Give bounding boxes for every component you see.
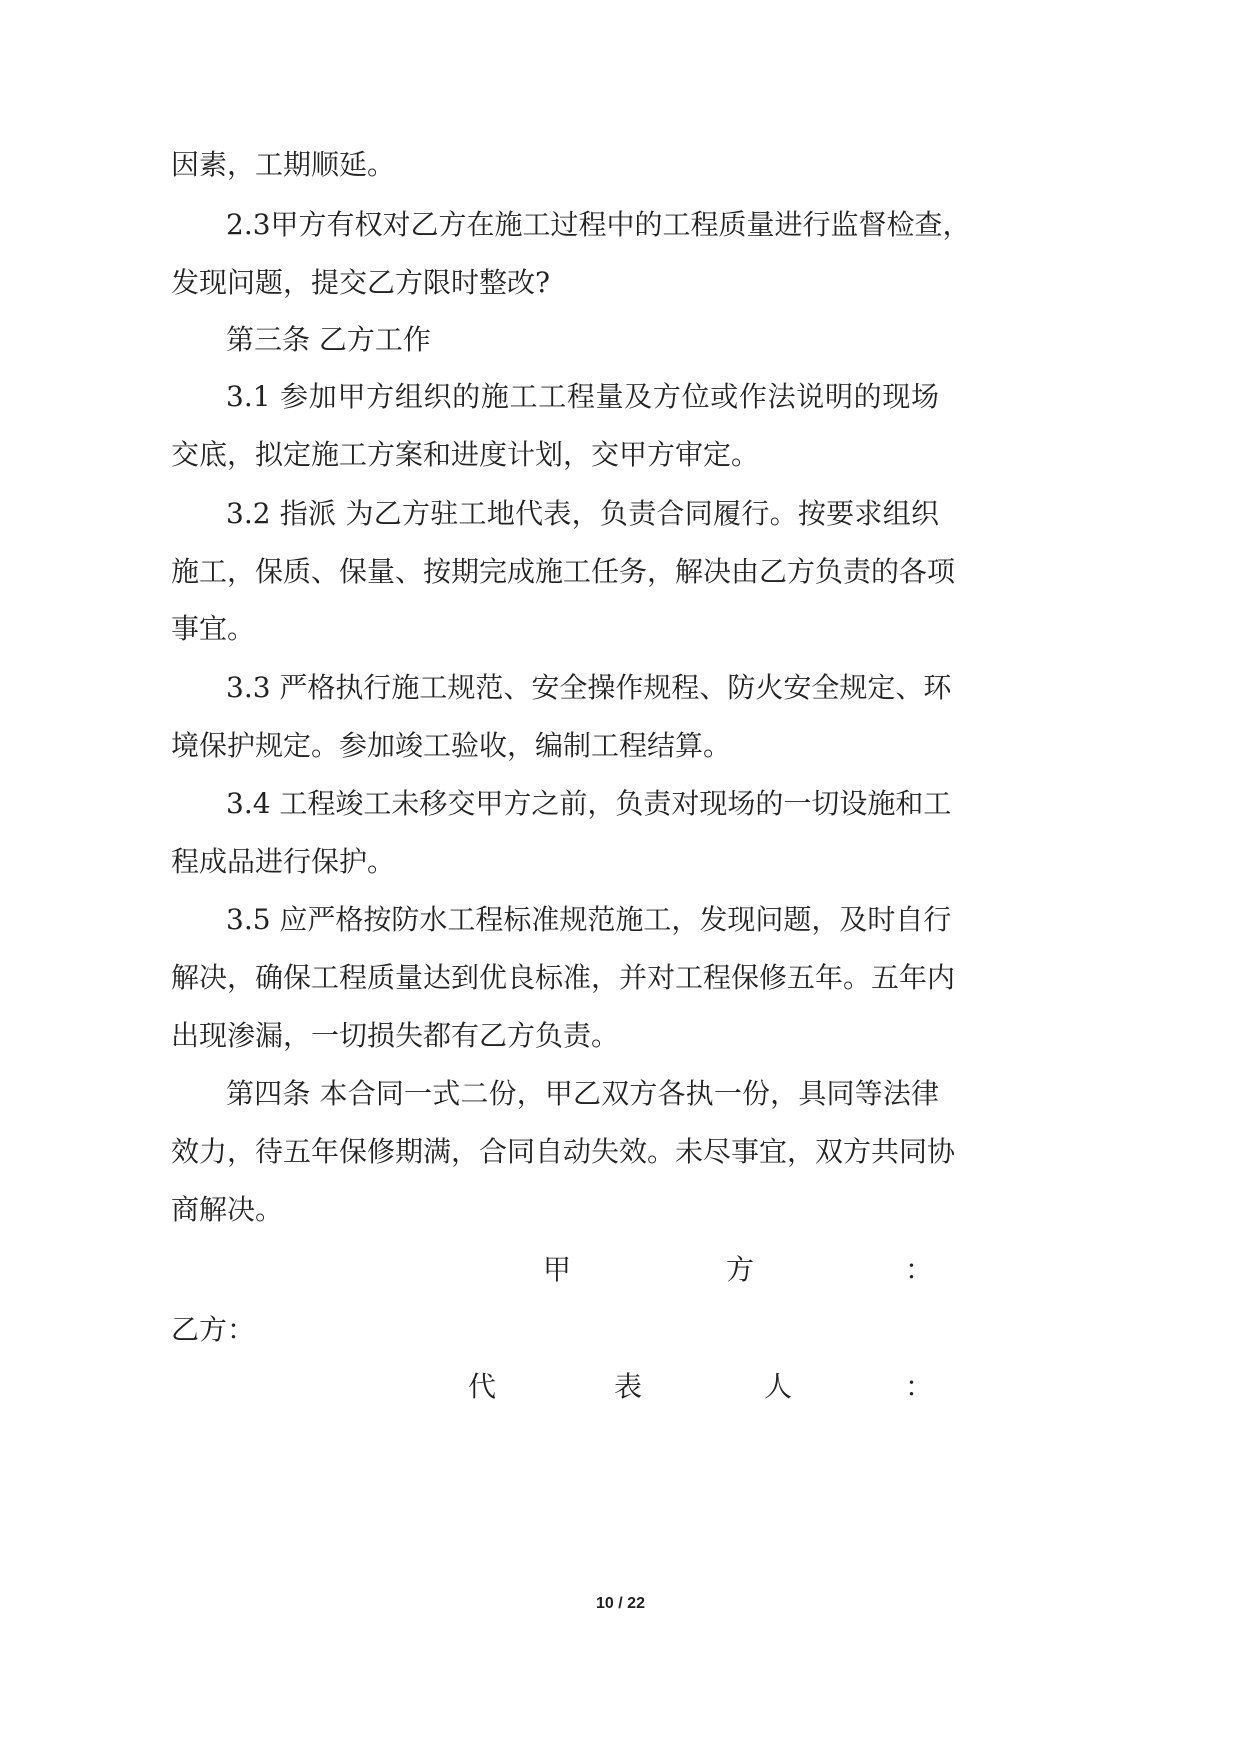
party-a-char: 甲: [543, 1253, 572, 1286]
representative-colon: ：: [905, 1370, 934, 1403]
party-b-label: 乙方：: [171, 1313, 256, 1346]
paragraph-line: 效力，待五年保修期满，合同自动失效。未尽事宜，双方共同协: [171, 1135, 956, 1168]
party-a-char: 方: [726, 1253, 755, 1286]
representative-char: 代: [468, 1370, 497, 1403]
paragraph-line: 施工，保质、保量、按期完成施工任务，解决由乙方负责的各项: [171, 555, 956, 588]
paragraph-line: 交底，拟定施工方案和进度计划，交甲方审定。: [171, 438, 760, 471]
paragraph-line: 3.3 严格执行施工规范、安全操作规程、防火安全规定、环: [226, 671, 952, 704]
paragraph-line: 3.1 参加甲方组织的施工工程量及方位或作法说明的现场: [226, 380, 939, 413]
page-number: 10 / 22: [596, 1595, 645, 1612]
party-a-colon: ：: [905, 1253, 934, 1286]
paragraph-line: 解决，确保工程质量达到优良标准，并对工程保修五年。五年内: [171, 961, 956, 994]
paragraph-line: 第四条 本合同一式二份，甲乙双方各执一份，具同等法律: [226, 1077, 939, 1110]
paragraph-line: 3.5 应严格按防水工程标准规范施工，发现问题，及时自行: [226, 903, 952, 936]
paragraph-line: 发现问题，提交乙方限时整改?: [171, 266, 551, 299]
paragraph-line: 出现渗漏，一切损失都有乙方负责。: [171, 1019, 620, 1052]
paragraph-line: 程成品进行保护。: [171, 845, 396, 878]
paragraph-line: 3.2 指派 为乙方驻工地代表，负责合同履行。按要求组织: [226, 497, 939, 530]
paragraph-line: 事宜。: [171, 612, 256, 645]
paragraph-line: 2.3甲方有权对乙方在施工过程中的工程质量进行监督检查，: [226, 208, 971, 241]
paragraph-line: 境保护规定。参加竣工验收，编制工程结算。: [171, 729, 732, 762]
paragraph-line: 3.4 工程竣工未移交甲方之前，负责对现场的一切设施和工: [226, 787, 952, 820]
paragraph-line: 商解决。: [171, 1193, 284, 1226]
representative-char: 表: [614, 1370, 643, 1403]
paragraph-line: 因素，工期顺延。: [171, 148, 396, 181]
section-heading: 第三条 乙方工作: [226, 323, 431, 356]
representative-char: 人: [764, 1370, 793, 1403]
